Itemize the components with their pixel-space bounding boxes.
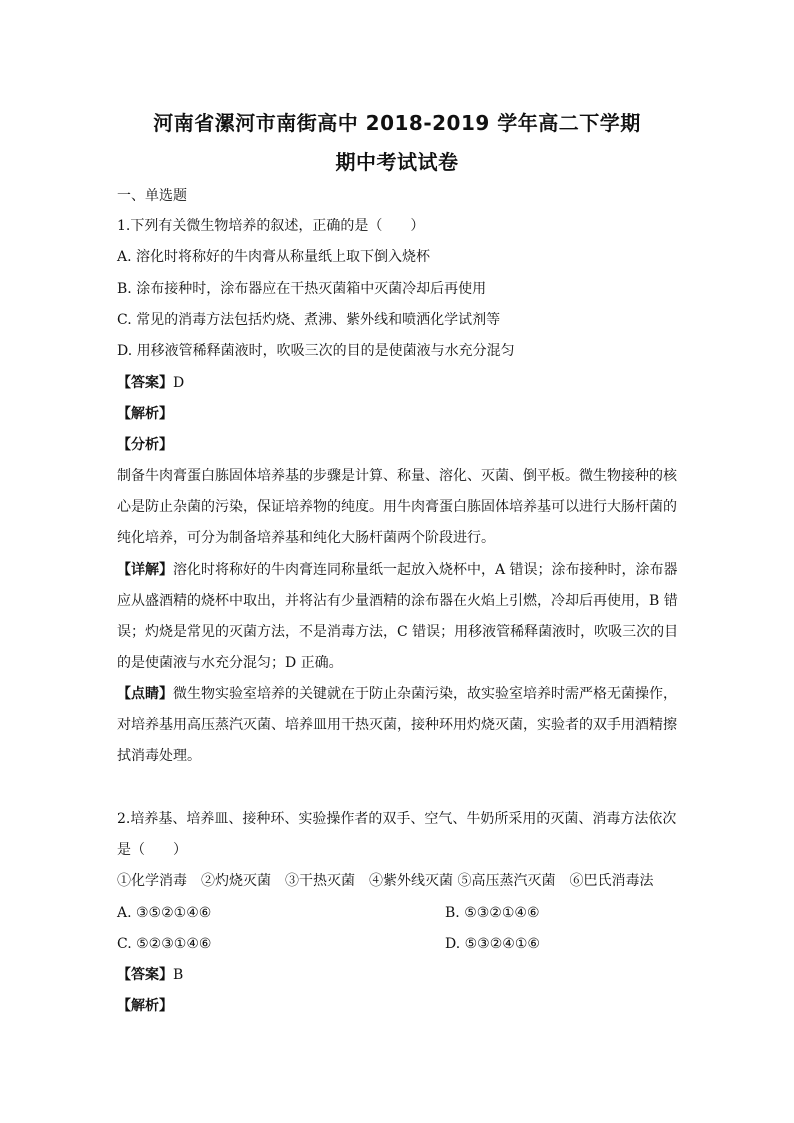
xiangjie-line-4: 的是使菌液与水充分混匀；D 正确。 [117, 655, 343, 671]
question-2-option-a: A. ③⑤②①④⑥ [117, 905, 212, 921]
question-1-answer [117, 373, 184, 393]
answer-label: 【答案】 [117, 967, 173, 983]
question-1-option-b: B. 涂布接种时，涂布器应在干热灭菌箱中灭菌冷却后再使用 [117, 281, 487, 297]
fenxi-line-2: 心是防止杂菌的污染，保证培养物的纯度。用牛肉膏蛋白胨固体培养基可以进行大肠杆菌的 [117, 499, 677, 515]
fenxi-line-3: 纯化培养，可分为制备培养基和纯化大肠杆菌两个阶段进行。 [117, 530, 495, 546]
xiangjie-line-1 [117, 560, 678, 580]
question-1-option-a: A. 溶化时将称好的牛肉膏从称量纸上取下倒入烧杯 [117, 249, 431, 265]
answer-value: B [173, 967, 184, 983]
dianjing-text: 微生物实验室培养的关键就在于防止杂菌污染，故实验室培养时需严格无菌操作， [173, 686, 677, 702]
xiangjie-line-3: 误；灼烧是常见的灭菌方法，不是消毒方法，C 错误；用移液管稀释菌液时，吹吸三次的目 [117, 624, 679, 640]
question-2-option-d: D. ⑤③②④①⑥ [445, 936, 540, 952]
question-1-jiexi-label: 【解析】 [117, 406, 173, 422]
question-1-fenxi-label: 【分析】 [117, 437, 173, 453]
xiangjie-label: 【详解】 [117, 562, 173, 578]
xiangjie-text: 溶化时将称好的牛肉膏连同称量纸一起放入烧杯中，A 错误；涂布接种时，涂布器 [173, 562, 678, 578]
exam-title-line1: 河南省漯河市南街高中 2018-2019 学年高二下学期 [153, 111, 641, 135]
dianjing-line-3: 拭消毒处理。 [117, 748, 201, 764]
question-1-stem: 1.下列有关微生物培养的叙述，正确的是（ ） [117, 218, 425, 234]
dianjing-line-1 [117, 684, 677, 704]
section-heading: 一、单选题 [117, 188, 187, 204]
question-1-option-d: D. 用移液管稀释菌液时，吹吸三次的目的是使菌液与水充分混匀 [117, 343, 515, 359]
dianjing-label: 【点睛】 [117, 686, 173, 702]
question-2-stem-line-2: 是（ ） [117, 842, 187, 858]
fenxi-line-1: 制备牛肉膏蛋白胨固体培养基的步骤是计算、称量、溶化、灭菌、倒平板。微生物接种的核 [117, 468, 677, 484]
question-2-answer [117, 965, 183, 985]
dianjing-line-2: 对培养基用高压蒸汽灭菌、培养皿用干热灭菌，接种环用灼烧灭菌，实验者的双手用酒精擦 [117, 717, 677, 733]
question-2-option-c: C. ⑤②③①④⑥ [117, 936, 212, 952]
answer-label: 【答案】 [117, 375, 173, 391]
exam-title-line2: 期中考试试卷 [335, 150, 459, 174]
question-2-methods: ①化学消毒 ②灼烧灭菌 ③干热灭菌 ④紫外线灭菌 ⑤高压蒸汽灭菌 ⑥巴氏消毒法 [117, 873, 654, 889]
answer-value: D [173, 375, 185, 391]
question-2-stem-line-1: 2.培养基、培养皿、接种环、实验操作者的双手、空气、牛奶所采用的灭菌、消毒方法依次 [117, 811, 677, 827]
question-2-jiexi-label: 【解析】 [117, 998, 173, 1014]
xiangjie-line-2: 应从盛酒精的烧杯中取出，并将沾有少量酒精的涂布器在火焰上引燃，冷却后再使用，B 错 [117, 593, 678, 609]
question-1-option-c: C. 常见的消毒方法包括灼烧、煮沸、紫外线和喷洒化学试剂等 [117, 312, 501, 328]
question-2-option-b: B. ⑤③②①④⑥ [445, 905, 540, 921]
